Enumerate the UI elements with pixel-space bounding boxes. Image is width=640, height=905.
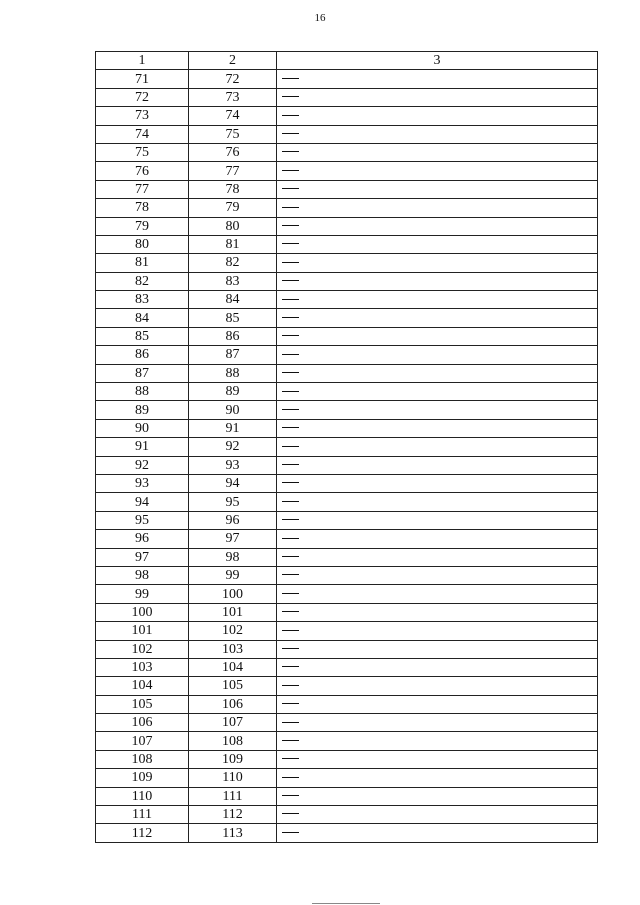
cell-col-3 bbox=[277, 750, 598, 768]
table-row bbox=[96, 824, 598, 842]
dash-mark bbox=[282, 758, 299, 759]
table-row bbox=[96, 327, 598, 345]
dash-mark bbox=[282, 243, 299, 244]
table-row bbox=[96, 346, 598, 364]
cell-col-3 bbox=[277, 309, 598, 327]
cell-col-1: 73 bbox=[96, 107, 189, 125]
cell-col-1: 85 bbox=[96, 327, 189, 345]
cell-col-2: 74 bbox=[189, 107, 277, 125]
cell-col-3 bbox=[277, 787, 598, 805]
table-row bbox=[96, 640, 598, 658]
table-row bbox=[96, 566, 598, 584]
table-row bbox=[96, 493, 598, 511]
cell-col-1: 78 bbox=[96, 199, 189, 217]
dash-mark bbox=[282, 501, 299, 502]
dash-mark bbox=[282, 78, 299, 79]
table-row bbox=[96, 474, 598, 492]
cell-col-3 bbox=[277, 162, 598, 180]
cell-col-3 bbox=[277, 272, 598, 290]
dash-mark bbox=[282, 207, 299, 208]
table-row bbox=[96, 769, 598, 787]
cell-col-3 bbox=[277, 585, 598, 603]
cell-col-2: 72 bbox=[189, 70, 277, 88]
cell-col-1: 79 bbox=[96, 217, 189, 235]
table-row bbox=[96, 750, 598, 768]
cell-col-3 bbox=[277, 530, 598, 548]
dash-mark bbox=[282, 225, 299, 226]
cell-col-1: 101 bbox=[96, 622, 189, 640]
dash-mark bbox=[282, 703, 299, 704]
cell-col-3 bbox=[277, 125, 598, 143]
table-row bbox=[96, 70, 598, 88]
cell-col-1: 81 bbox=[96, 254, 189, 272]
cell-col-2: 93 bbox=[189, 456, 277, 474]
cell-col-2: 99 bbox=[189, 566, 277, 584]
column-header-3: 3 bbox=[277, 52, 598, 70]
table-row bbox=[96, 309, 598, 327]
cell-col-2: 88 bbox=[189, 364, 277, 382]
cell-col-2: 101 bbox=[189, 603, 277, 621]
cell-col-1: 86 bbox=[96, 346, 189, 364]
dash-mark bbox=[282, 262, 299, 263]
table-row bbox=[96, 401, 598, 419]
table-row bbox=[96, 530, 598, 548]
table-row bbox=[96, 622, 598, 640]
cell-col-3 bbox=[277, 456, 598, 474]
cell-col-3 bbox=[277, 695, 598, 713]
cell-col-3 bbox=[277, 217, 598, 235]
cell-col-3 bbox=[277, 291, 598, 309]
cell-col-1: 91 bbox=[96, 438, 189, 456]
cell-col-1: 97 bbox=[96, 548, 189, 566]
table-row bbox=[96, 603, 598, 621]
cell-col-2: 104 bbox=[189, 658, 277, 676]
cell-col-1: 98 bbox=[96, 566, 189, 584]
table-header-row bbox=[96, 52, 598, 70]
cell-col-1: 76 bbox=[96, 162, 189, 180]
column-header-1: 1 bbox=[96, 52, 189, 70]
dash-mark bbox=[282, 151, 299, 152]
cell-col-2: 81 bbox=[189, 235, 277, 253]
cell-col-3 bbox=[277, 70, 598, 88]
cell-col-3 bbox=[277, 199, 598, 217]
table-row bbox=[96, 732, 598, 750]
dash-mark bbox=[282, 666, 299, 667]
dash-mark bbox=[282, 188, 299, 189]
cell-col-2: 109 bbox=[189, 750, 277, 768]
dash-mark bbox=[282, 409, 299, 410]
dash-mark bbox=[282, 593, 299, 594]
cell-col-3 bbox=[277, 143, 598, 161]
table-row bbox=[96, 585, 598, 603]
cell-col-3 bbox=[277, 235, 598, 253]
cell-col-3 bbox=[277, 548, 598, 566]
cell-col-3 bbox=[277, 107, 598, 125]
cell-col-3 bbox=[277, 401, 598, 419]
dash-mark bbox=[282, 133, 299, 134]
cell-col-2: 84 bbox=[189, 291, 277, 309]
dash-mark bbox=[282, 832, 299, 833]
dash-mark bbox=[282, 611, 299, 612]
cell-col-2: 91 bbox=[189, 419, 277, 437]
table-row bbox=[96, 658, 598, 676]
cell-col-1: 89 bbox=[96, 401, 189, 419]
cell-col-3 bbox=[277, 622, 598, 640]
cell-col-3 bbox=[277, 511, 598, 529]
cell-col-1: 87 bbox=[96, 364, 189, 382]
cell-col-1: 105 bbox=[96, 695, 189, 713]
cell-col-1: 112 bbox=[96, 824, 189, 842]
cell-col-2: 79 bbox=[189, 199, 277, 217]
cell-col-1: 103 bbox=[96, 658, 189, 676]
cell-col-2: 94 bbox=[189, 474, 277, 492]
cell-col-3 bbox=[277, 327, 598, 345]
cell-col-1: 84 bbox=[96, 309, 189, 327]
cell-col-1: 88 bbox=[96, 383, 189, 401]
cell-col-2: 96 bbox=[189, 511, 277, 529]
table-row bbox=[96, 511, 598, 529]
cell-col-2: 97 bbox=[189, 530, 277, 548]
cell-col-3 bbox=[277, 346, 598, 364]
dash-mark bbox=[282, 538, 299, 539]
cell-col-3 bbox=[277, 603, 598, 621]
cell-col-2: 107 bbox=[189, 714, 277, 732]
table-row bbox=[96, 787, 598, 805]
dash-mark bbox=[282, 648, 299, 649]
dash-mark bbox=[282, 556, 299, 557]
cell-col-1: 108 bbox=[96, 750, 189, 768]
cell-col-2: 80 bbox=[189, 217, 277, 235]
table-row bbox=[96, 548, 598, 566]
table-row bbox=[96, 714, 598, 732]
cell-col-1: 71 bbox=[96, 70, 189, 88]
dash-mark bbox=[282, 574, 299, 575]
cell-col-2: 105 bbox=[189, 677, 277, 695]
cell-col-1: 77 bbox=[96, 180, 189, 198]
table-row bbox=[96, 199, 598, 217]
cell-col-1: 94 bbox=[96, 493, 189, 511]
cell-col-1: 95 bbox=[96, 511, 189, 529]
table-row bbox=[96, 180, 598, 198]
table-row bbox=[96, 125, 598, 143]
dash-mark bbox=[282, 335, 299, 336]
dash-mark bbox=[282, 372, 299, 373]
cell-col-1: 110 bbox=[96, 787, 189, 805]
cell-col-3 bbox=[277, 438, 598, 456]
cell-col-2: 98 bbox=[189, 548, 277, 566]
dash-mark bbox=[282, 630, 299, 631]
cell-col-2: 113 bbox=[189, 824, 277, 842]
dash-mark bbox=[282, 795, 299, 796]
cell-col-3 bbox=[277, 364, 598, 382]
cell-col-1: 90 bbox=[96, 419, 189, 437]
cell-col-1: 99 bbox=[96, 585, 189, 603]
cell-col-2: 83 bbox=[189, 272, 277, 290]
cell-col-2: 108 bbox=[189, 732, 277, 750]
cell-col-1: 109 bbox=[96, 769, 189, 787]
cell-col-3 bbox=[277, 566, 598, 584]
cell-col-3 bbox=[277, 658, 598, 676]
cell-col-2: 90 bbox=[189, 401, 277, 419]
table-row bbox=[96, 383, 598, 401]
cell-col-2: 111 bbox=[189, 787, 277, 805]
cell-col-1: 92 bbox=[96, 456, 189, 474]
cell-col-2: 100 bbox=[189, 585, 277, 603]
dash-mark bbox=[282, 317, 299, 318]
dash-mark bbox=[282, 813, 299, 814]
cell-col-1: 100 bbox=[96, 603, 189, 621]
dash-mark bbox=[282, 685, 299, 686]
cell-col-2: 110 bbox=[189, 769, 277, 787]
cell-col-3 bbox=[277, 640, 598, 658]
cell-col-1: 107 bbox=[96, 732, 189, 750]
table-row bbox=[96, 695, 598, 713]
cell-col-3 bbox=[277, 714, 598, 732]
cell-col-1: 83 bbox=[96, 291, 189, 309]
table-row bbox=[96, 291, 598, 309]
table-row bbox=[96, 806, 598, 824]
dash-mark bbox=[282, 299, 299, 300]
table-row bbox=[96, 419, 598, 437]
table-row bbox=[96, 677, 598, 695]
dash-mark bbox=[282, 446, 299, 447]
cell-col-3 bbox=[277, 677, 598, 695]
cell-col-3 bbox=[277, 732, 598, 750]
cell-col-1: 75 bbox=[96, 143, 189, 161]
dash-mark bbox=[282, 519, 299, 520]
table-row bbox=[96, 162, 598, 180]
cell-col-1: 82 bbox=[96, 272, 189, 290]
cell-col-2: 77 bbox=[189, 162, 277, 180]
cell-col-2: 86 bbox=[189, 327, 277, 345]
dash-mark bbox=[282, 740, 299, 741]
dash-mark bbox=[282, 427, 299, 428]
cell-col-2: 112 bbox=[189, 806, 277, 824]
table-row bbox=[96, 254, 598, 272]
table-row bbox=[96, 217, 598, 235]
cell-col-2: 102 bbox=[189, 622, 277, 640]
cell-col-1: 96 bbox=[96, 530, 189, 548]
cell-col-2: 87 bbox=[189, 346, 277, 364]
cell-col-2: 85 bbox=[189, 309, 277, 327]
cell-col-3 bbox=[277, 474, 598, 492]
cell-col-2: 82 bbox=[189, 254, 277, 272]
cell-col-3 bbox=[277, 769, 598, 787]
cell-col-1: 93 bbox=[96, 474, 189, 492]
cell-col-1: 80 bbox=[96, 235, 189, 253]
cell-col-1: 102 bbox=[96, 640, 189, 658]
cell-col-3 bbox=[277, 383, 598, 401]
cell-col-3 bbox=[277, 180, 598, 198]
table-row bbox=[96, 272, 598, 290]
cell-col-3 bbox=[277, 824, 598, 842]
cell-col-1: 72 bbox=[96, 88, 189, 106]
table-row bbox=[96, 143, 598, 161]
dash-mark bbox=[282, 464, 299, 465]
dash-mark bbox=[282, 115, 299, 116]
dash-mark bbox=[282, 354, 299, 355]
data-table bbox=[95, 51, 598, 843]
dash-mark bbox=[282, 777, 299, 778]
cell-col-2: 106 bbox=[189, 695, 277, 713]
dash-mark bbox=[282, 170, 299, 171]
cell-col-1: 106 bbox=[96, 714, 189, 732]
cell-col-3 bbox=[277, 493, 598, 511]
dash-mark bbox=[282, 391, 299, 392]
cell-col-2: 73 bbox=[189, 88, 277, 106]
cell-col-1: 104 bbox=[96, 677, 189, 695]
cell-col-2: 76 bbox=[189, 143, 277, 161]
cell-col-3 bbox=[277, 254, 598, 272]
cell-col-3 bbox=[277, 806, 598, 824]
table-row bbox=[96, 364, 598, 382]
page-number: 16 bbox=[314, 12, 326, 24]
table-row bbox=[96, 438, 598, 456]
cell-col-2: 92 bbox=[189, 438, 277, 456]
table-row bbox=[96, 456, 598, 474]
table-row bbox=[96, 107, 598, 125]
cell-col-2: 89 bbox=[189, 383, 277, 401]
table-row bbox=[96, 88, 598, 106]
column-header-2: 2 bbox=[189, 52, 277, 70]
dash-mark bbox=[282, 280, 299, 281]
cell-col-2: 95 bbox=[189, 493, 277, 511]
cell-col-1: 111 bbox=[96, 806, 189, 824]
table-body bbox=[96, 70, 598, 842]
footer-mark bbox=[312, 903, 380, 904]
dash-mark bbox=[282, 96, 299, 97]
cell-col-2: 103 bbox=[189, 640, 277, 658]
table-row bbox=[96, 235, 598, 253]
cell-col-1: 74 bbox=[96, 125, 189, 143]
cell-col-2: 75 bbox=[189, 125, 277, 143]
dash-mark bbox=[282, 722, 299, 723]
cell-col-2: 78 bbox=[189, 180, 277, 198]
cell-col-3 bbox=[277, 88, 598, 106]
dash-mark bbox=[282, 482, 299, 483]
cell-col-3 bbox=[277, 419, 598, 437]
